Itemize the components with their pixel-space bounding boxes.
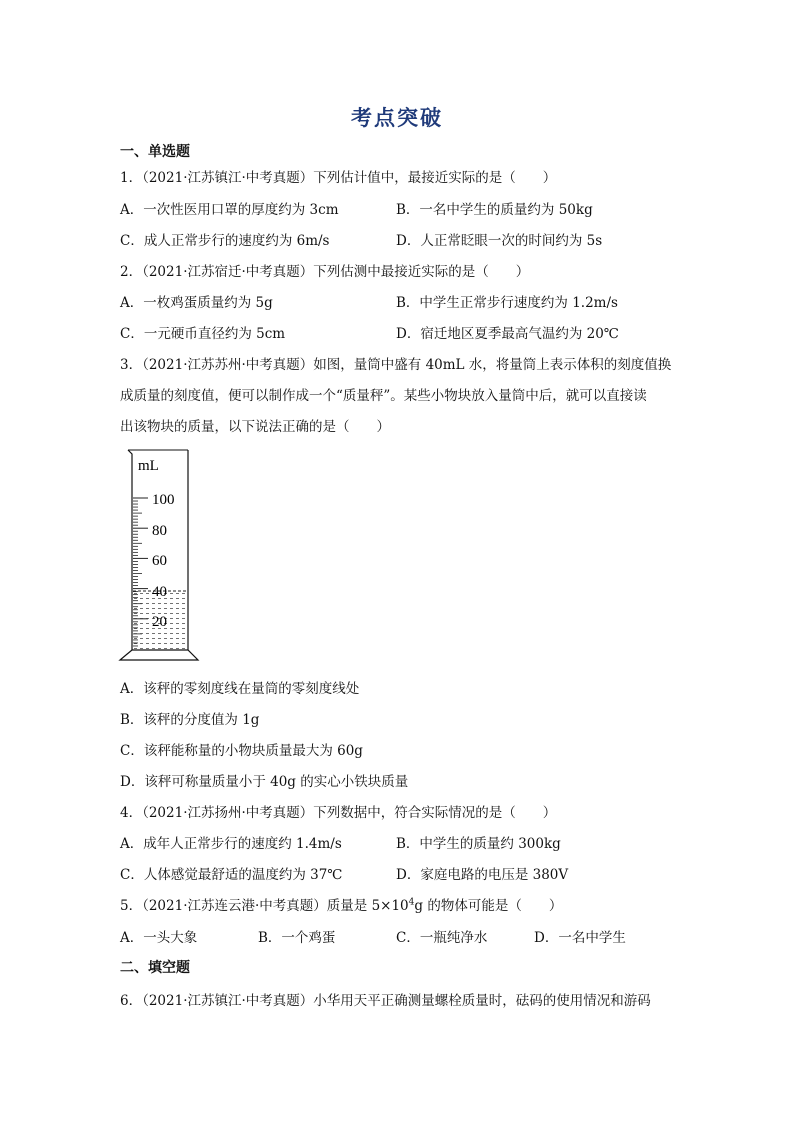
question-1-option-a: A．一次性医用口罩的厚度约为 3cm <box>120 202 339 218</box>
question-1-option-b: B．一名中学生的质量约为 50kg <box>396 202 593 218</box>
question-2-option-c: C．一元硬币直径约为 5cm <box>120 326 286 342</box>
tick-label-80: 80 <box>152 523 167 539</box>
question-3-stem-line-1: 3．（2021·江苏苏州·中考真题）如图，量筒中盛有 40mL 水，将量筒上表示体积的刻度值换 <box>120 357 672 373</box>
question-4-stem: 4．（2021·江苏扬州·中考真题）下列数据中，符合实际情况的是（ ） <box>120 805 557 821</box>
question-5-option-b: B．一个鸡蛋 <box>258 930 336 946</box>
question-3-option-c: C．该秤能称量的小物块质量最大为 60g <box>120 743 363 759</box>
cylinder-base <box>120 650 198 660</box>
question-4-option-d: D．家庭电路的电压是 380V <box>396 867 569 883</box>
question-5-stem <box>120 894 562 914</box>
question-1-stem: 1．（2021·江苏镇江·中考真题）下列估计值中，最接近实际的是（ ） <box>120 170 557 186</box>
question-5-option-d: D．一名中学生 <box>534 930 626 946</box>
question-3-stem-line-3: 出该物块的质量，以下说法正确的是（ ） <box>120 419 390 435</box>
question-5-stem-text: 5．（2021·江苏连云港·中考真题）质量是 5×10 <box>120 898 409 914</box>
tick-label-100: 100 <box>152 492 175 508</box>
question-3-option-b: B．该秤的分度值为 1g <box>120 712 260 728</box>
section-heading-fill-in: 二、填空题 <box>120 960 190 976</box>
graduated-cylinder-figure <box>118 444 202 670</box>
tick-label-60: 60 <box>152 553 167 569</box>
question-2-stem: 2．（2021·江苏宿迁·中考真题）下列估测中最接近实际的是（ ） <box>120 264 530 280</box>
question-4-option-a: A．成年人正常步行的速度约 1.4m/s <box>120 836 342 852</box>
section-heading-single-choice: 一、单选题 <box>120 144 190 160</box>
question-6-stem: 6．（2021·江苏镇江·中考真题）小华用天平正确测量螺栓质量时，砝码的使用情况和游码 <box>120 993 651 1009</box>
question-2-option-b: B．中学生正常步行速度约为 1.2m/s <box>396 295 618 311</box>
graduated-cylinder-svg <box>118 444 202 666</box>
question-5-stem-tail: g 的物体可能是（ ） <box>414 898 563 914</box>
question-1-option-c: C．成人正常步行的速度约为 6m/s <box>120 233 330 249</box>
question-3-option-a: A．该秤的零刻度线在量筒的零刻度线处 <box>120 681 360 697</box>
question-2-option-a: A．一枚鸡蛋质量约为 5g <box>120 295 273 311</box>
question-4-option-b: B．中学生的质量约 300kg <box>396 836 561 852</box>
question-2-option-d: D．宿迁地区夏季最高气温约为 20℃ <box>396 326 619 342</box>
question-4-option-c: C．人体感觉最舒适的温度约为 37℃ <box>120 867 343 883</box>
question-1-option-d: D．人正常眨眼一次的时间约为 5s <box>396 233 603 249</box>
unit-label: mL <box>138 458 159 474</box>
tick-label-20: 20 <box>152 614 167 630</box>
question-5-option-c: C．一瓶纯净水 <box>396 930 488 946</box>
question-5-option-a: A．一头大象 <box>120 930 198 946</box>
tick-label-40: 40 <box>152 584 167 600</box>
page-title: 考点突破 <box>351 105 443 130</box>
question-3-stem-line-2: 成质量的刻度值，便可以制作成一个“质量秤”。某些小物块放入量筒中后，就可以直接读 <box>120 388 647 404</box>
question-5-exponent: 4 <box>408 897 415 908</box>
question-3-option-d: D．该秤可称量质量小于 40g 的实心小铁块质量 <box>120 774 409 790</box>
